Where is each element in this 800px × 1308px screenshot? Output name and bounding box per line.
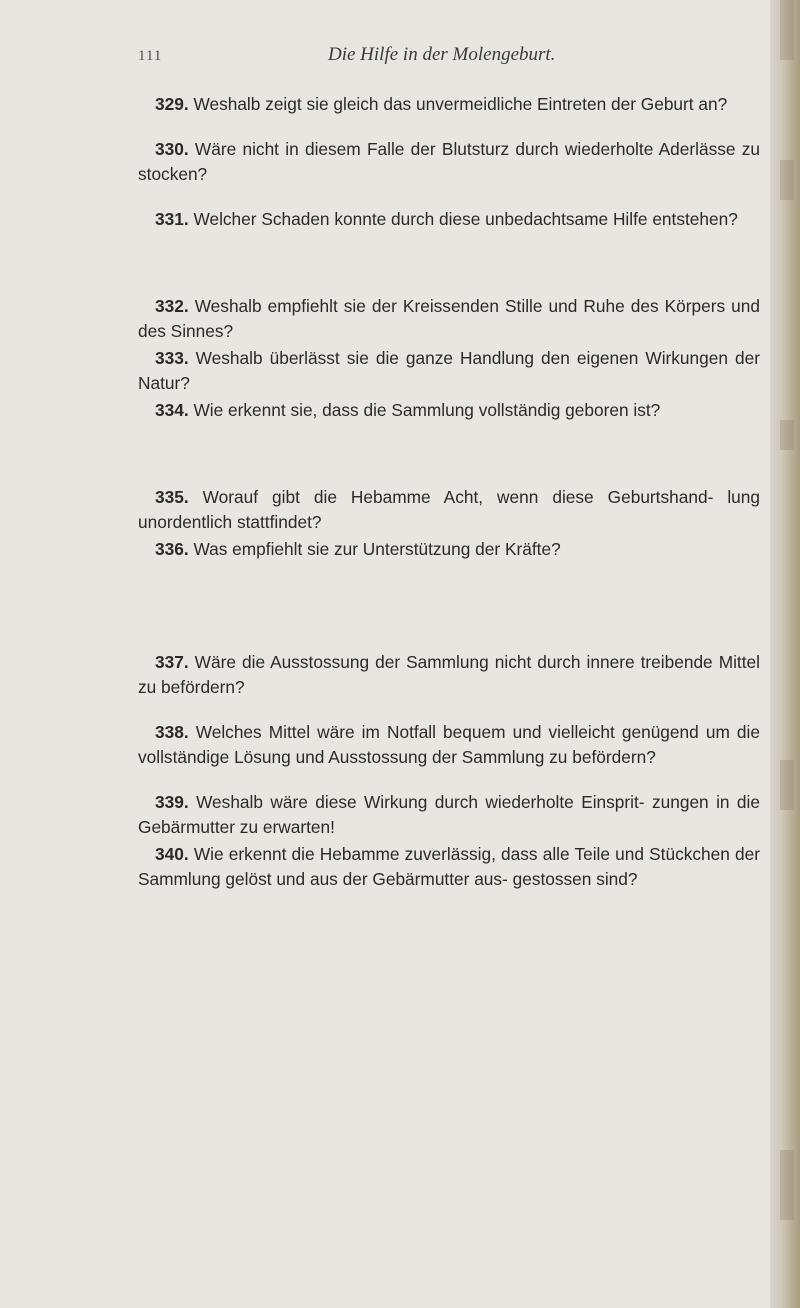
question-text: Weshalb wäre diese Wirkung durch wiederholte Einsprit- zungen in die Gebärmutter zu erwarten! — [138, 792, 760, 837]
question-334 — [138, 398, 760, 423]
question-number: 331. — [155, 209, 189, 229]
question-number: 333. — [155, 348, 189, 368]
question-number: 334. — [155, 400, 189, 420]
question-text: Wäre die Ausstossung der Sammlung nicht durch innere treibende Mittel zu befördern? — [138, 652, 760, 697]
question-number: 335. — [155, 487, 189, 507]
question-329 — [138, 92, 760, 117]
question-number: 338. — [155, 722, 189, 742]
question-number: 337. — [155, 652, 189, 672]
question-text: Weshalb empfiehlt sie der Kreissenden Stille und Ruhe des Körpers und des Sinnes? — [138, 296, 761, 341]
question-number: 330. — [155, 139, 189, 159]
question-332 — [138, 294, 760, 344]
question-text: Wäre nicht in diesem Falle der Blutsturz durch wiederholte Aderlässe zu stocken? — [138, 139, 760, 184]
question-text: Was empfiehlt sie zur Unterstützung der Kräfte? — [193, 539, 561, 559]
question-335 — [138, 485, 760, 535]
page-number: 111 — [138, 48, 163, 64]
question-340 — [138, 842, 760, 892]
question-338 — [138, 720, 760, 770]
question-336 — [138, 537, 760, 562]
question-text: Wie erkennt sie, dass die Sammlung vollständig geboren ist? — [193, 400, 661, 420]
question-number: 336. — [155, 539, 189, 559]
question-331 — [138, 207, 760, 232]
question-number: 329. — [155, 94, 189, 114]
question-text: Worauf gibt die Hebamme Acht, wenn diese Geburtshand- lung unordentlich stattfindet? — [138, 487, 760, 532]
question-333 — [138, 346, 760, 396]
question-text: Weshalb überlässt sie die ganze Handlung den eigenen Wirkungen der Natur? — [138, 348, 760, 393]
question-number: 332. — [155, 296, 189, 316]
page-edge — [770, 0, 800, 1308]
question-339 — [138, 790, 760, 840]
page-header — [0, 44, 770, 74]
question-number: 340. — [155, 844, 189, 864]
question-text: Wie erkennt die Hebamme zuverlässig, dass alle Teile und Stückchen der Sammlung gelöst und aus der Gebärmutter aus- gestossen sind? — [138, 844, 760, 889]
running-title: Die Hilfe in der Molengeburt. — [328, 44, 556, 65]
question-list — [138, 92, 760, 892]
question-text: Welches Mittel wäre im Notfall bequem und vielleicht genügend um die vollständige Lösung und Ausstossung der Sammlung zu befördern? — [138, 722, 760, 767]
question-330 — [138, 137, 760, 187]
question-337 — [138, 650, 760, 700]
question-number: 339. — [155, 792, 189, 812]
question-text: Weshalb zeigt sie gleich das unvermeidliche Eintreten der Geburt an? — [193, 94, 728, 114]
question-text: Welcher Schaden konnte durch diese unbedachtsame Hilfe entstehen? — [193, 209, 738, 229]
